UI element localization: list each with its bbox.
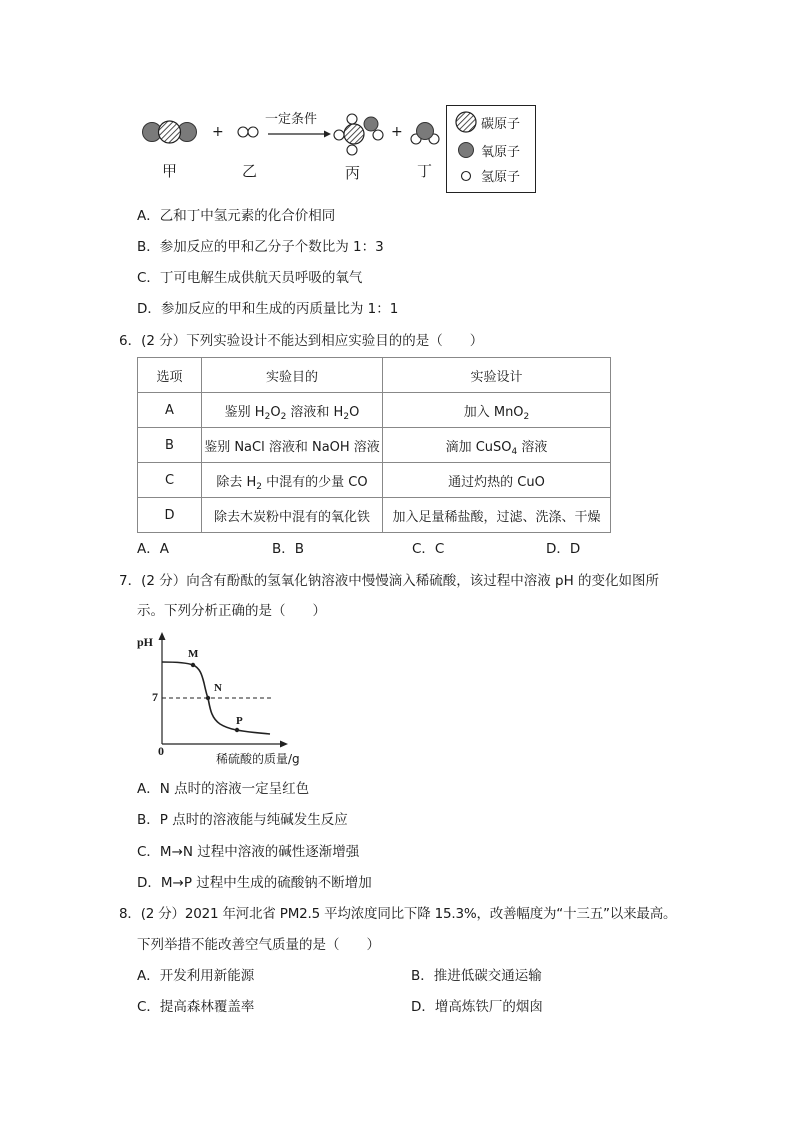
q8-option-b: B．推进低碳交通运输 xyxy=(411,968,542,984)
table-cell-option: A xyxy=(138,393,202,428)
plus-sign: + xyxy=(391,124,403,140)
point-p xyxy=(235,728,239,732)
table-row xyxy=(138,393,611,428)
q6-table xyxy=(137,357,611,533)
table-row xyxy=(138,498,611,533)
table-header-cell: 实验目的 xyxy=(202,358,383,393)
q7-stem-line2: 示。下列分析正确的是（ ） xyxy=(137,603,326,619)
table-cell-purpose: 鉴别 NaCl 溶液和 NaOH 溶液 xyxy=(202,428,383,463)
table-cell-design: 加入足量稀盐酸，过滤、洗涤、干燥 xyxy=(383,498,611,533)
table-cell-purpose: 除去木炭粉中混有的氧化铁 xyxy=(202,498,383,533)
label-yi: 乙 xyxy=(242,162,258,180)
table-cell-option: D xyxy=(138,498,202,533)
point-n xyxy=(206,696,210,700)
q5-option-a: A．乙和丁中氢元素的化合价相同 xyxy=(137,208,336,224)
table-header-row xyxy=(138,358,611,393)
plus-sign: + xyxy=(212,124,224,140)
q6-answer-c: C．C xyxy=(412,541,445,557)
q8-option-c: C．提高森林覆盖率 xyxy=(137,999,255,1015)
label-bing: 丙 xyxy=(345,164,361,182)
table-cell-design: 滴加 CuSO$_4$ 溶液 xyxy=(383,428,611,463)
q8-option-a: A．开发利用新能源 xyxy=(137,968,255,984)
q8-option-d: D．增高炼铁厂的烟囱 xyxy=(411,999,543,1015)
q7-option-a: A．N 点时的溶液一定呈红色 xyxy=(137,781,310,797)
point-m-label: M xyxy=(188,648,199,660)
table-cell-design: 通过灼热的 CuO xyxy=(383,463,611,498)
table-cell-design: 加入 MnO$_2$ xyxy=(383,393,611,428)
arrow-condition-label: 一定条件 xyxy=(265,112,318,127)
table-cell-purpose: 除去 $H_2$ 中混有的少量 CO xyxy=(202,463,383,498)
molecule-bing-icon xyxy=(334,114,383,155)
x-axis-label: 稀硫酸的质量/g xyxy=(216,752,300,766)
origin-label: 0 xyxy=(158,744,164,758)
molecule-ding-icon xyxy=(411,123,439,145)
reaction-arrow-icon xyxy=(268,131,331,138)
legend-carbon-label: 碳原子 xyxy=(481,117,521,132)
molecule-yi-icon xyxy=(238,127,258,137)
q7-stem-line1: 7．(2 分）向含有酚酞的氢氧化钠溶液中慢慢滴入稀硫酸，该过程中溶液 pH 的变化如图所 xyxy=(119,573,660,589)
q7-option-d: D．M→P 过程中生成的硫酸钠不断增加 xyxy=(137,875,372,891)
molecule-jia-icon xyxy=(143,121,197,143)
table-header-cell: 选项 xyxy=(138,358,202,393)
point-n-label: N xyxy=(214,682,222,694)
table-cell-option: C xyxy=(138,463,202,498)
point-m xyxy=(191,663,195,667)
legend-oxygen-label: 氧原子 xyxy=(481,145,521,160)
table-row xyxy=(138,463,611,498)
q7-option-c: C．M→N 过程中溶液的碱性逐渐增强 xyxy=(137,844,360,860)
label-ding: 丁 xyxy=(417,162,433,180)
q6-answer-b: B．B xyxy=(272,541,305,557)
q5-option-b: B．参加反应的甲和乙分子个数比为 1：3 xyxy=(137,239,384,255)
label-jia: 甲 xyxy=(162,162,178,180)
ph-axis-label: pH xyxy=(137,635,154,649)
q5-option-c: C．丁可电解生成供航天员呼吸的氧气 xyxy=(137,270,363,286)
point-p-label: P xyxy=(236,715,243,727)
table-header-cell: 实验设计 xyxy=(383,358,611,393)
q6-answer-d: D．D xyxy=(546,541,581,557)
q7-option-b: B．P 点时的溶液能与纯碱发生反应 xyxy=(137,812,348,828)
table-cell-option: B xyxy=(138,428,202,463)
legend-hydrogen-label: 氢原子 xyxy=(481,170,521,185)
table-cell-purpose: 鉴别 $H_2O_2$ 溶液和 $H_2O$ xyxy=(202,393,383,428)
q5-option-d: D．参加反应的甲和生成的丙质量比为 1：1 xyxy=(137,301,399,317)
q6-stem: 6．(2 分）下列实验设计不能达到相应实验目的的是（ ） xyxy=(119,333,484,349)
q8-stem-line1: 8．(2 分）2021 年河北省 PM2.5 平均浓度同比下降 15.3%，改善幅度为“十三五”以来最高。 xyxy=(119,906,677,922)
table-row xyxy=(138,428,611,463)
q6-answer-a: A．A xyxy=(137,541,169,557)
reaction-diagram xyxy=(0,0,794,200)
q8-stem-line2: 下列举措不能改善空气质量的是（ ） xyxy=(137,937,380,953)
ph-7-tick: 7 xyxy=(152,690,158,704)
